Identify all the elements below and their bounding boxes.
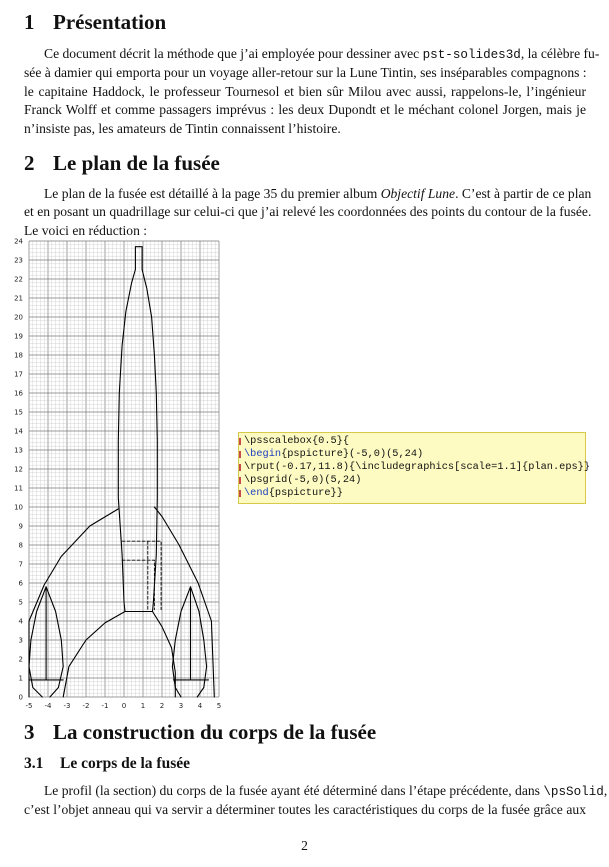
text-run: . C’est à partir de ce plan [455,186,592,201]
section-title: Présentation [53,10,167,34]
code-keyword: \end [244,487,269,499]
section-title: La construction du corps de la fusée [53,720,377,744]
text-line: et en posant un quadrillage sur celui-ci que j’ai relevé les coordonnées des points du contour de la fusée. [24,204,592,220]
code-text: \psscalebox{0.5}{ [244,435,350,447]
paragraph-presentation [24,45,600,138]
rocket-plan-figure [0,232,240,714]
code-line [239,487,585,500]
text-line: Franck Wolff et comme passagers imprévus : les deux Dupondt et le méchant colonel Jorgen, mais je [24,102,586,118]
section-heading-1 [24,10,166,35]
y-tick-label: 7 [18,560,23,569]
code-line: \rput(-0.17,11.8){\includegraphics[scale=1.1]{plan.eps}} [239,461,585,474]
subsection-heading-3-1 [24,755,190,773]
y-tick-label: 9 [18,522,23,531]
y-tick-label: 12 [14,465,23,474]
text-run: Le profil (la section) du corps de la fusée ayant été déterminé dans l’étape précédente, dans [44,783,544,798]
outline-booster-right [172,587,206,697]
code-line: \psgrid(-5,0)(5,24) [239,474,585,487]
code-text: {pspicture}} [268,487,343,499]
x-tick-label: -1 [101,702,109,710]
code-listing [238,432,591,504]
outline-fin-left-bottom [63,612,125,698]
y-tick-label: 15 [14,408,23,417]
code-line [239,435,585,448]
section-heading-3 [24,720,376,745]
text-line [24,782,608,801]
x-tick-label: 5 [216,702,222,710]
x-tick-label: 0 [121,702,127,710]
y-tick-label: 18 [14,351,23,360]
text-line: sée à damier qui emporta pour un voyage aller-retour sur la Lune Tintin, ses inséparables compagnons : [24,65,587,81]
y-tick-label: 17 [14,370,23,379]
section-number: 3 [24,720,35,744]
section-number: 1 [24,10,35,34]
y-tick-label: 0 [18,693,23,702]
text-line [24,45,600,64]
subsection-number: 3.1 [24,755,44,772]
y-tick-label: 5 [18,598,23,607]
y-tick-label: 2 [18,655,23,664]
y-tick-label: 3 [18,636,23,645]
y-tick-label: 24 [14,237,23,246]
y-tick-label: 20 [14,313,23,322]
y-tick-label: 21 [14,294,23,303]
text-line: c’est l’objet anneau qui va servir a déterminer toutes les caractéristiques du corps de la fusée grâce aux [24,802,586,818]
y-tick-label: 1 [18,674,23,683]
inline-code: \psSolid [543,785,604,799]
x-tick-label: -2 [82,702,90,710]
inline-code: pst-solides3d [422,48,521,62]
section-title: Le plan de la fusée [53,151,220,175]
text-run: Le plan de la fusée est détaillé à la page 35 du premier album [44,186,381,201]
code-keyword: \begin [244,448,282,460]
y-tick-label: 13 [14,446,23,455]
subsection-title: Le corps de la fusée [60,755,191,772]
text-line [24,185,592,203]
y-tick-label: 16 [14,389,23,398]
x-tick-label: 3 [178,702,184,710]
x-tick-label: -5 [25,702,33,710]
x-tick-label: -4 [44,702,52,710]
y-tick-label: 8 [18,541,23,550]
y-tick-label: 10 [14,503,23,512]
code-text: {pspicture}(-5,0)(5,24) [281,448,424,460]
y-tick-label: 14 [14,427,23,436]
y-tick-label: 19 [14,332,23,341]
x-tick-label: -3 [63,702,71,710]
x-tick-label: 4 [197,702,203,710]
y-tick-label: 4 [18,617,23,626]
page-number: 2 [301,838,308,853]
y-tick-label: 6 [18,579,23,588]
italic-title: Objectif Lune [380,186,456,201]
code-line [239,448,585,461]
x-tick-label: 1 [140,702,146,710]
text-line: n’insiste pas, les amateurs de Tintin connaissent l’histoire. [24,120,341,136]
outline-fin-right-bottom [153,612,176,698]
paragraph-corps [24,782,608,820]
rocket-outline [29,247,214,697]
text-line: le capitaine Haddock, le professeur Tournesol et bien sûr Milou avec aussi, rappelons-le, l’ingénieur [24,83,586,99]
y-tick-label: 22 [14,275,23,284]
y-tick-label: 11 [14,484,23,493]
y-tick-label: 23 [14,256,23,265]
section-number: 2 [24,151,35,175]
section-heading-2 [24,151,220,176]
outline-nose-tip [135,247,142,270]
x-tick-label: 2 [159,702,165,710]
text-line: Le voici en réduction : [24,222,148,238]
text-run: , [603,783,608,798]
text-run: , la célèbre fu- [520,46,600,61]
text-run: Ce document décrit la méthode que j’ai employée pour dessiner avec [44,46,423,61]
